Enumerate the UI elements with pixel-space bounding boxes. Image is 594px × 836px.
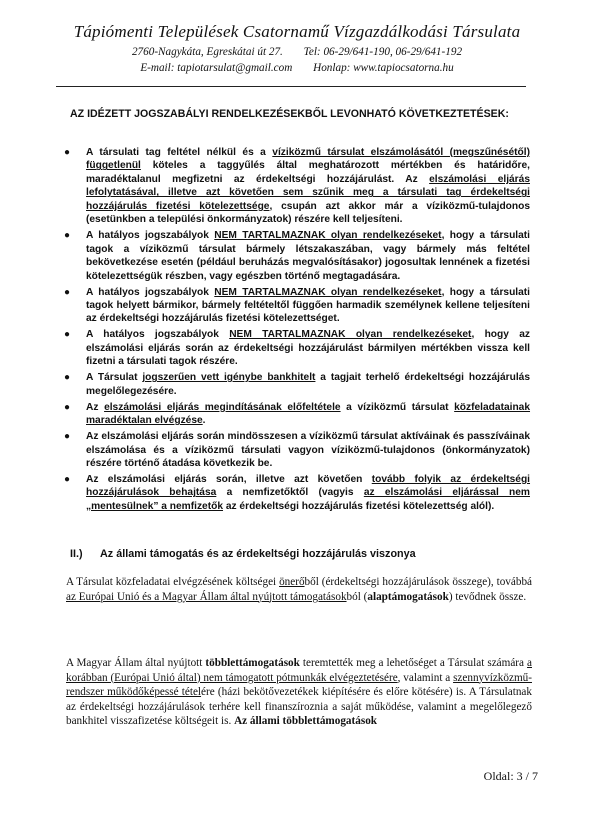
section-number: II.) xyxy=(70,548,83,560)
text-run: A társulati tag feltétel nélkül és a xyxy=(86,147,273,158)
text-run: ból ( xyxy=(346,590,368,603)
text-run: , hogy a társulati tagok a víziközmű társulat bármely létszakaszában, vagy bármely más feltétel bekövetkezése esetén (például beruházás megvalósításakor) jogosultak lennének a fizetési kötelezettségük részben, vagy egészben történő megtagadására. xyxy=(86,230,531,282)
bullet-icon: ● xyxy=(64,230,71,242)
underlined-text: NEM TARTALMAZNAK olyan rendelkezéseket xyxy=(229,329,472,341)
bullet-item xyxy=(64,473,530,513)
contact-line xyxy=(0,62,594,74)
underlined-text: tovább folyik az érdekeltségi hozzájárulások behajtása xyxy=(86,473,531,499)
bullet-icon: ● xyxy=(64,431,71,443)
underlined-text: az elszámolási eljárással nem „mentesülnek” a nemfizetők xyxy=(86,487,530,512)
text-run: köteles a taggyűlés által meghatározott mértékben és határidőre, maradéktalanul megfizetni az érdekeltségi hozzájárulást. Az xyxy=(86,160,530,185)
bold-text: alaptámogatások xyxy=(367,590,449,603)
conclusions-title: AZ IDÉZETT JOGSZABÁLYI RENDELKEZÉSEKBŐL LEVONHATÓ KÖVETKEZTETÉSEK: xyxy=(70,108,509,120)
email-address: E-mail: tapiotarsulat@gmail.com xyxy=(140,62,293,74)
text-run: . xyxy=(202,415,206,427)
text-run: az érdekeltségi hozzájárulás fizetési kötelezettség alól). xyxy=(223,500,495,512)
underlined-text: NEM TARTALMAZNAK olyan rendelkezéseket xyxy=(214,230,442,242)
page-number: Oldal: 3 / 7 xyxy=(483,769,538,783)
bullet-item xyxy=(64,286,530,326)
conclusions-list xyxy=(64,146,530,516)
text-run: a nemfizetőktől (vagyis xyxy=(216,487,364,499)
bullet-item xyxy=(64,146,530,227)
bullet-icon: ● xyxy=(64,147,71,158)
bullet-icon: ● xyxy=(64,329,71,341)
bullet-item xyxy=(64,371,530,398)
text-run: a víziközmű társulat xyxy=(340,401,455,413)
bullet-item xyxy=(64,328,530,368)
text-run: teremtették meg a lehetőséget a Társulat számára xyxy=(299,657,528,669)
text-run: A hatályos jogszabályok xyxy=(86,329,230,341)
bullet-icon: ● xyxy=(64,401,71,413)
address-line xyxy=(0,46,594,58)
organization-name: Tápiómenti Települések Csatornamű Vízgazdálkodási Társulata xyxy=(73,22,521,41)
paragraph-funding-sources xyxy=(66,575,532,604)
underlined-text: NEM TARTALMAZNAK olyan rendelkezéseket xyxy=(214,286,442,298)
header-divider xyxy=(56,86,526,87)
bullet-icon: ● xyxy=(64,473,71,485)
text-run: A hatályos jogszabályok xyxy=(86,286,215,298)
text-run: A Társulat közfeladatai elvégzésének költségei xyxy=(66,576,280,588)
section-heading xyxy=(70,548,530,560)
underlined-text: az Európai Unió és a Magyar Állam által nyújtott támogatások xyxy=(66,590,347,603)
underlined-text: elszámolási eljárás megindításának előfeltétele xyxy=(104,401,341,413)
bullet-icon: ● xyxy=(64,286,71,298)
text-run: ) tevődnek össze. xyxy=(448,590,527,603)
underlined-text: jogszerűen vett igénybe bankhitelt xyxy=(142,372,316,384)
underlined-text: közfeladatainak maradéktalan elvégzése xyxy=(86,401,531,427)
homepage-url: Honlap: www.tapiocsatorna.hu xyxy=(313,62,454,74)
text-run: ére (házi bekötővezetékek kiépítésére és előre kötésére) is. A Társulatnak az érdekeltségi hozzájárulások terhére kell finanszíroznia a saját működése, valamint a megelőlegező bankhitel visszafizetése költségeit is. xyxy=(66,686,532,728)
text-run: A Magyar Állam által nyújtott xyxy=(66,657,206,669)
bullet-item xyxy=(64,229,530,283)
text-run: , valamint a xyxy=(397,671,454,684)
text-run: , hogy a társulati tagok helyett bármikor, bármely feltételtől függően harmadik személynek kellene teljesíteni az érdekeltségi hozzájárulás fizetési kötelezettséget. xyxy=(86,286,531,325)
underlined-text: szennyvízközmű-rendszer működőképessé tétel xyxy=(66,671,532,699)
bold-text: többlettámogatások xyxy=(205,657,300,669)
section-title: Az állami támogatás és az érdekeltségi hozzájárulás viszonya xyxy=(100,548,416,560)
paragraph-extra-state-support xyxy=(66,656,532,729)
text-run: A hatályos jogszabályok xyxy=(86,230,215,242)
text-run: ből (érdekeltségi hozzájárulások összege), továbbá xyxy=(304,576,533,588)
text-run: , csupán azt akkor már a víziközmű-tulajdonos (esetünkben a települési önkormányzatok) részére kell teljesíteni. xyxy=(86,200,530,226)
phone-numbers: Tel: 06-29/641-190, 06-29/641-192 xyxy=(303,46,463,58)
bullet-item xyxy=(64,401,530,428)
text-run: Az xyxy=(86,401,105,413)
text-run: Az elszámolási eljárás során, illetve azt követően xyxy=(86,473,372,485)
underlined-text: a korábban (Európai Unió által) nem támogatott pótmunkák elvégeztetésére xyxy=(66,657,532,684)
underlined-text: víziközmű társulat elszámolásától (megszűnésétől) függetlenül xyxy=(86,147,530,172)
underlined-text: elszámolási eljárás lefolytatásával, illetve azt követően sem szűnik meg a társulati tag érdekeltségi hozzájárulás fizetési kötelezettsége xyxy=(86,173,530,212)
bullet-icon: ● xyxy=(64,372,71,384)
bullet-item xyxy=(64,430,530,470)
underlined-text: önerő xyxy=(279,576,305,588)
bold-text: Az állami többlettámogatások xyxy=(234,715,378,728)
text-run: , hogy az elszámolási eljárás során az érdekeltségi hozzájárulást bármilyen mértékben vissza kell fizetni a társulati tagok részére. xyxy=(86,329,530,368)
letterhead xyxy=(0,22,594,74)
text-run: Az elszámolási eljárás során mindösszesen a víziközmű társulat aktíváinak és passzíváinak elszámolása és a víziközmű társulati vagyon víziközmű-tulajdonos (önkormányzatok) részére történő átadása következik be. xyxy=(86,431,530,469)
text-run: A Társulat xyxy=(86,372,143,384)
postal-address: 2760-Nagykáta, Egreskátai út 27. xyxy=(131,46,283,58)
text-run: a tagjait terhelő érdekeltségi hozzájárulás megelőlegezésére. xyxy=(86,372,530,397)
